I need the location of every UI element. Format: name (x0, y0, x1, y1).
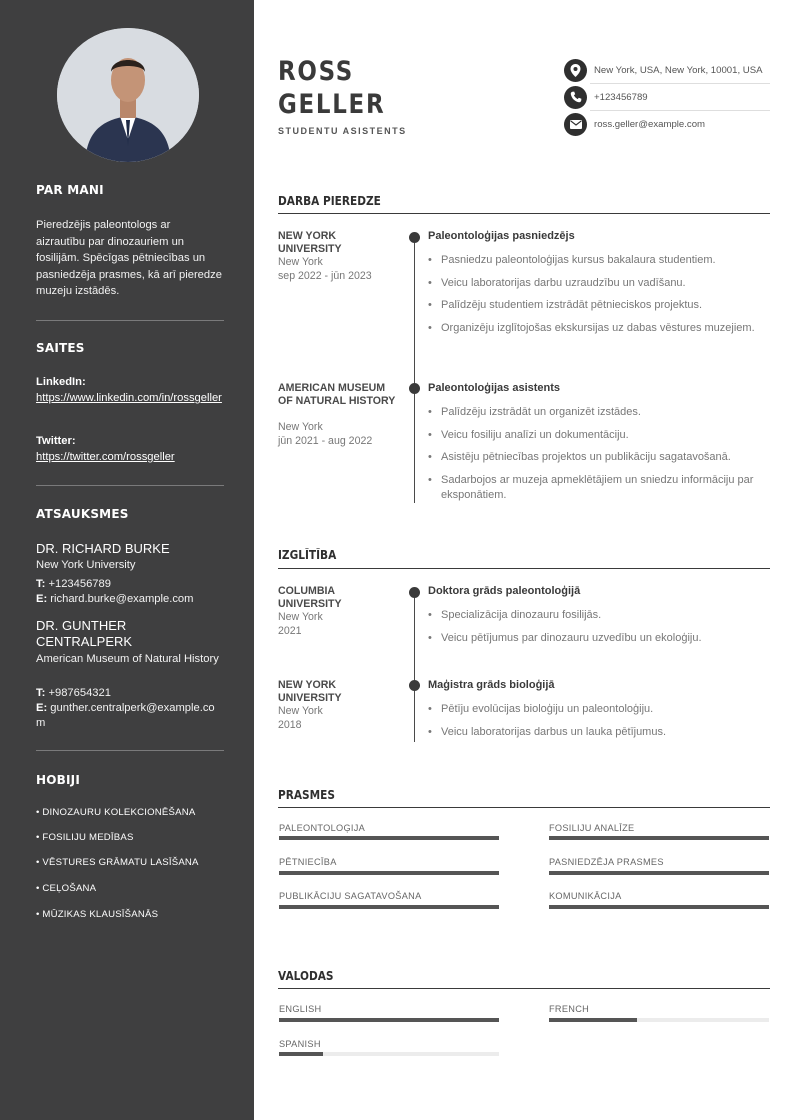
skill-bar (549, 871, 769, 875)
sidebar-divider (36, 485, 224, 486)
education-year: 2021 (278, 625, 302, 637)
twitter-link[interactable]: https://twitter.com/rossgeller (36, 451, 175, 463)
education-location: New York (278, 705, 323, 717)
email-label: E: (36, 593, 48, 605)
section-rule (278, 807, 770, 808)
job-bullet: • Palīdzēju studentiem izstrādāt pētnieciskos projektus. (428, 298, 764, 313)
sidebar-divider (36, 750, 224, 751)
skill-bar-fill (279, 836, 499, 840)
first-name: ROSS (278, 56, 355, 87)
hobby-item: • VĒSTURES GRĀMATU LASĪŠANA (36, 857, 199, 868)
education-bullet: • Veicu pētījumus par dinozauru uzvedību un ekoloģiju. (428, 631, 764, 646)
job-title: Paleontoloģijas asistents (428, 382, 561, 394)
reference-name: DR. RICHARD BURKE (36, 541, 170, 556)
skill-bar (279, 871, 499, 875)
reference-email-value: richard.burke@example.com (50, 593, 194, 605)
reference-phone-value: +987654321 (48, 687, 111, 699)
timeline-dot (409, 383, 420, 394)
skill-label: KOMUNIKĀCIJA (549, 891, 622, 901)
reference-email (36, 701, 216, 731)
contact-phone (564, 84, 769, 110)
education-school: NEW YORK UNIVERSITY (278, 679, 342, 705)
hobby-item: • DINOZAURU KOLEKCIONĒŠANA (36, 807, 196, 818)
degree-title: Doktora grāds paleontoloģijā (428, 585, 581, 597)
education-bullet: • Pētīju evolūcijas bioloģiju un paleontoloģiju. (428, 702, 764, 717)
contact-address (564, 57, 769, 83)
timeline-dot (409, 587, 420, 598)
job-organization: AMERICAN MUSEUM OF NATURAL HISTORY (278, 382, 396, 408)
job-bullet: • Pasniedzu paleontoloģijas kursus bakalaura studentiem. (428, 253, 764, 268)
degree-title: Maģistra grāds bioloģijā (428, 679, 555, 691)
language-label: FRENCH (549, 1004, 590, 1014)
reference-org: American Museum of Natural History (36, 653, 219, 665)
education-bullet: • Specializācija dinozauru fosilijās. (428, 608, 764, 623)
sidebar-divider (36, 320, 224, 321)
experience-heading: DARBA PIEREDZE (278, 194, 381, 208)
skill-bar (279, 905, 499, 909)
contact-email-text: ross.geller@example.com (594, 118, 706, 130)
timeline-dot (409, 232, 420, 243)
hobbies-heading: HOBIJI (36, 773, 80, 787)
skill-label: PASNIEDZĒJA PRASMES (549, 857, 664, 867)
email-label: E: (36, 702, 48, 714)
phone-label: T: (36, 578, 46, 590)
sidebar (0, 0, 254, 1120)
education-location: New York (278, 611, 323, 623)
section-rule (278, 213, 770, 214)
profile-photo-image (57, 28, 199, 162)
contact-email (564, 111, 769, 137)
language-bar-fill (549, 1018, 637, 1022)
contact-phone-text: +123456789 (594, 91, 648, 103)
links-heading: SAITES (36, 341, 85, 355)
section-rule (278, 568, 770, 569)
reference-phone (36, 577, 222, 592)
language-bar (279, 1052, 499, 1056)
profile-photo (57, 28, 199, 162)
timeline-line (414, 236, 415, 503)
reference-email (36, 592, 222, 607)
job-dates: jūn 2021 - aug 2022 (278, 435, 373, 447)
job-location: New York (278, 256, 323, 268)
email-icon (564, 113, 587, 136)
skill-label: FOSILIJU ANALĪZE (549, 823, 635, 833)
skill-label: PĒTNIECĪBA (279, 857, 337, 867)
skill-bar-fill (549, 871, 769, 875)
education-year: 2018 (278, 719, 302, 731)
skill-bar-fill (549, 905, 769, 909)
education-school: COLUMBIA UNIVERSITY (278, 585, 342, 611)
last-name: GELLER (278, 89, 386, 120)
reference-phone (36, 686, 222, 701)
skill-bar-fill (279, 905, 499, 909)
language-label: SPANISH (279, 1039, 321, 1049)
education-heading: IZGLĪTĪBA (278, 548, 337, 562)
languages-heading: VALODAS (278, 969, 334, 983)
language-bar-fill (279, 1018, 499, 1022)
hobby-item: • FOSILIJU MEDĪBAS (36, 832, 134, 843)
reference-org: New York University (36, 559, 136, 571)
phone-label: T: (36, 687, 46, 699)
job-title: Paleontoloģijas pasniedzējs (428, 230, 575, 242)
job-bullet: • Sadarbojos ar muzeja apmeklētājiem un sniedzu informāciju par eksponātiem. (428, 473, 764, 503)
location-pin-icon (564, 59, 587, 82)
timeline-line (414, 591, 415, 742)
skills-heading: PRASMES (278, 788, 335, 802)
language-bar-fill (279, 1052, 323, 1056)
skill-label: PUBLIKĀCIJU SAGATAVOŠANA (279, 891, 422, 901)
job-location: New York (278, 421, 323, 433)
references-heading: ATSAUKSMES (36, 507, 129, 521)
phone-icon (564, 86, 587, 109)
job-bullet: • Organizēju izglītojošas ekskursijas uz dabas vēstures muzejiem. (428, 321, 764, 336)
timeline-dot (409, 680, 420, 691)
language-bar (549, 1018, 769, 1022)
job-bullet: • Veicu fosiliju analīzi un dokumentāciju. (428, 428, 764, 443)
education-bullet: • Veicu laboratorijas darbus un lauka pētījumus. (428, 725, 764, 740)
job-organization: NEW YORK UNIVERSITY (278, 230, 342, 256)
language-label: ENGLISH (279, 1004, 322, 1014)
language-bar (279, 1018, 499, 1022)
skill-bar-fill (549, 836, 769, 840)
about-heading: PAR MANI (36, 183, 104, 197)
section-rule (278, 988, 770, 989)
job-bullet: • Veicu laboratorijas darbu uzraudzību un vadīšanu. (428, 276, 764, 291)
skill-bar-fill (279, 871, 499, 875)
twitter-label: Twitter: (36, 435, 76, 447)
job-bullet: • Palīdzēju izstrādāt un organizēt izstādes. (428, 405, 764, 420)
skill-bar (549, 905, 769, 909)
about-text: Pieredzējis paleontologs ar aizrautību par dinozauriem un fosilijām. Spēcīgas pētniecības un pasniedzēja prasmes, kā arī pieredze muzeju izstādēs. (36, 219, 222, 297)
skill-bar (549, 836, 769, 840)
linkedin-link[interactable]: https://www.linkedin.com/in/rossgeller (36, 392, 222, 404)
job-dates: sep 2022 - jūn 2023 (278, 270, 372, 282)
job-role: STUDENTU ASISTENTS (278, 126, 407, 136)
skill-bar (279, 836, 499, 840)
hobby-item: • CEĻOŠANA (36, 883, 97, 894)
reference-email-value: gunther.centralperk@example.com (36, 702, 215, 729)
linkedin-label: LinkedIn: (36, 376, 86, 388)
reference-phone-value: +123456789 (48, 578, 111, 590)
contact-address-text: New York, USA, New York, 10001, USA (594, 64, 763, 76)
reference-name: DR. GUNTHER CENTRALPERK (36, 618, 133, 649)
hobby-item: • MŪZIKAS KLAUSĪŠANĀS (36, 909, 159, 920)
job-bullet: • Asistēju pētniecības projektos un publikāciju sagatavošanā. (428, 450, 764, 465)
skill-label: PALEONTOLOĢIJA (279, 823, 366, 833)
